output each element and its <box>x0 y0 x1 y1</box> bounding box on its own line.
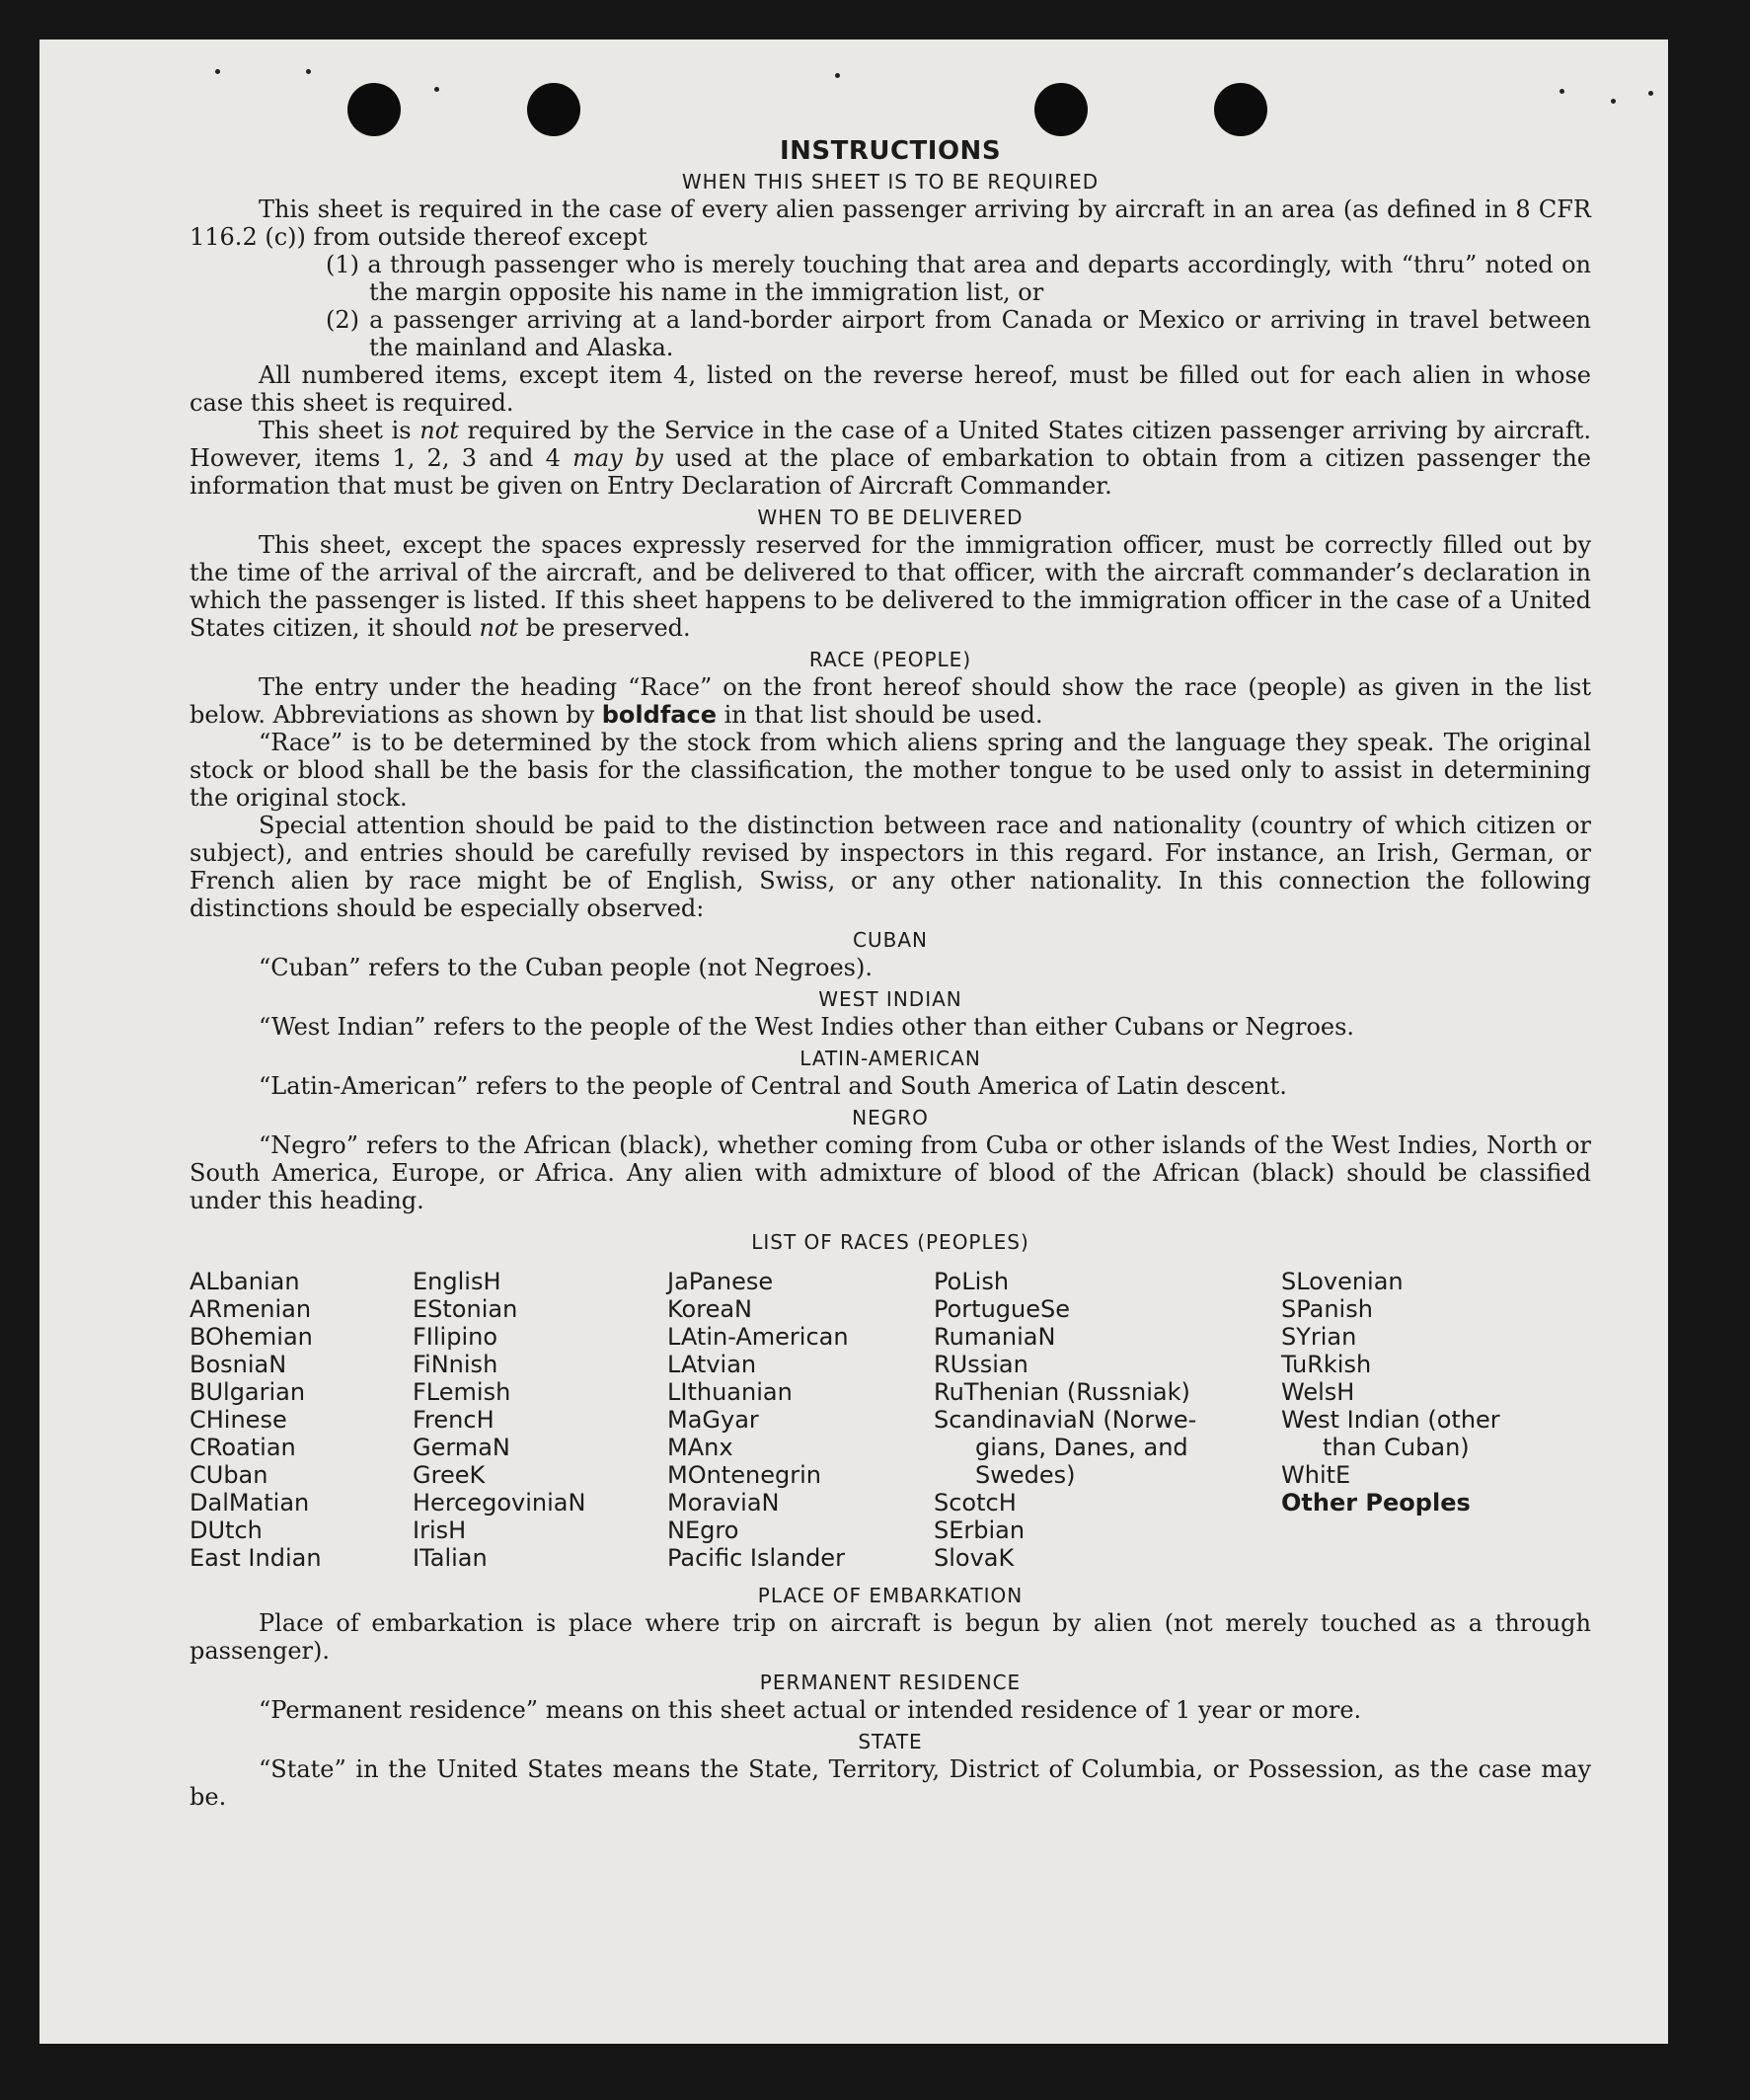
race-entry: SLovenian <box>1281 1268 1404 1295</box>
section-heading: WHEN THIS SHEET IS TO BE REQUIRED <box>681 170 1100 194</box>
race-entry: KoreaN <box>667 1295 752 1323</box>
race-entry-continued: than Cuban) <box>1323 1434 1470 1461</box>
race-entry: Other Peoples <box>1281 1489 1471 1517</box>
paragraph: Place of embarkation is place where trip on aircraft is begun by alien (not merely touched as a through passenger). <box>190 1609 1591 1665</box>
speck <box>1560 89 1564 94</box>
speck <box>434 87 439 92</box>
section-heading: LATIN-AMERICAN <box>799 1047 981 1070</box>
race-column <box>190 1268 413 1572</box>
list-item: (2) a passenger arriving at a land-border airport from Canada or Mexico or arriving in travel between the mainland and Alaska. <box>326 306 1591 361</box>
section-heading: PERMANENT RESIDENCE <box>759 1671 1022 1694</box>
race-entry: SPanish <box>1281 1295 1373 1323</box>
section-heading: CUBAN <box>853 928 928 952</box>
race-entry-continued: gians, Danes, and <box>975 1434 1188 1461</box>
race-entry: BosniaN <box>190 1351 287 1378</box>
text-run: The entry under the heading “Race” on the front hereof should show the race (people) as given in the list below. Abbreviations as shown by <box>190 673 1591 729</box>
race-list <box>190 1268 1591 1572</box>
race-entry: FLemish <box>413 1378 511 1406</box>
race-entry: MOntenegrin <box>667 1461 821 1489</box>
text-run: in that list should be used. <box>716 701 1043 729</box>
race-entry: BOhemian <box>190 1323 313 1351</box>
race-entry: SYrian <box>1281 1323 1357 1351</box>
punch-hole <box>1214 83 1267 136</box>
race-entry: DalMatian <box>190 1489 310 1517</box>
paragraph: “Cuban” refers to the Cuban people (not Negroes). <box>259 954 873 981</box>
emphasis: may by <box>572 444 663 472</box>
race-entry: GermaN <box>413 1434 510 1461</box>
race-entry: RUssian <box>934 1351 1028 1378</box>
section-heading: WHEN TO BE DELIVERED <box>757 506 1024 529</box>
race-entry: MAnx <box>667 1434 733 1461</box>
race-entry: East Indian <box>190 1544 322 1572</box>
race-entry: CUban <box>190 1461 268 1489</box>
paragraph: “Permanent residence” means on this sheet actual or intended residence of 1 year or more. <box>259 1696 1362 1724</box>
race-entry: PortugueSe <box>934 1295 1070 1323</box>
speck <box>215 69 220 74</box>
race-entry: BUlgarian <box>190 1378 306 1406</box>
race-entry: ITalian <box>413 1544 488 1572</box>
race-entry: FrencH <box>413 1406 495 1434</box>
race-entry: EStonian <box>413 1295 518 1323</box>
section-heading: NEGRO <box>852 1106 929 1129</box>
race-entry: RuThenian (Russniak) <box>934 1378 1190 1406</box>
paragraph: “State” in the United States means the State, Territory, District of Columbia, or Possession, as the case may be. <box>190 1755 1591 1811</box>
text-run: be preserved. <box>518 614 691 642</box>
race-entry: Pacific Islander <box>667 1544 845 1572</box>
race-entry: West Indian (other <box>1281 1406 1500 1434</box>
paragraph: “Negro” refers to the African (black), whether coming from Cuba or other islands of the West Indies, North or South America, Europe, or Africa. Any alien with admixture of blood of the African (black) should be classified under this heading. <box>190 1131 1591 1214</box>
punch-hole <box>1034 83 1088 136</box>
speck <box>1648 91 1653 96</box>
paragraph <box>190 531 1591 642</box>
race-entry: ScandinaviaN (Norwe- <box>934 1406 1197 1434</box>
paragraph: “Race” is to be determined by the stock from which aliens spring and the language they speak. The original stock or blood shall be the basis for the classification, the mother tongue to be used only to assist in determining the original stock. <box>190 729 1591 812</box>
race-entry: ARmenian <box>190 1295 312 1323</box>
paragraph <box>190 673 1591 729</box>
boldface-word: boldface <box>601 701 717 729</box>
race-entry: FIlipino <box>413 1323 498 1351</box>
race-entry: PoLish <box>934 1268 1010 1295</box>
speck <box>306 69 311 74</box>
emphasis: not <box>479 614 519 642</box>
race-entry: TuRkish <box>1281 1351 1372 1378</box>
section-heading: LIST OF RACES (PEOPLES) <box>751 1230 1029 1254</box>
emphasis: not <box>419 417 459 444</box>
paragraph: Special attention should be paid to the distinction between race and nationality (country of which citizen or subject), and entries should be carefully revised by inspectors in this regard. For instance, an Irish, German, or French alien by race might be of English, Swiss, or any other nationality. In this connection the following distinctions should be especially observed: <box>190 812 1591 922</box>
text-run: required by the Service in the case of a United States citizen passenger arriving by aircraft. However, items 1, 2, 3 and 4 <box>190 417 1591 472</box>
text-run: This sheet, except the spaces expressly reserved for the immigration officer, must be correctly filled out by the time of the arrival of the aircraft, and be delivered to that officer, with the aircraft commander’s declaration in which the passenger is listed. If this sheet happens to be delivered to the immigration officer in the case of a United States citizen, it should <box>190 531 1591 642</box>
paragraph: “West Indian” refers to the people of the West Indies other than either Cubans or Negroes. <box>259 1013 1355 1041</box>
race-entry: WhitE <box>1281 1461 1351 1489</box>
paragraph: This sheet is required in the case of every alien passenger arriving by aircraft in an area (as defined in 8 CFR 116.2 (c)) from outside thereof except <box>190 195 1591 251</box>
race-entry: EnglisH <box>413 1268 501 1295</box>
race-entry: GreeK <box>413 1461 486 1489</box>
page-title: INSTRUCTIONS <box>779 136 1002 166</box>
race-entry: SErbian <box>934 1517 1026 1544</box>
paragraph <box>190 417 1591 500</box>
section-heading: STATE <box>858 1730 923 1753</box>
race-column <box>413 1268 667 1572</box>
instructions-content <box>190 134 1591 1811</box>
race-entry: CHinese <box>190 1406 287 1434</box>
race-entry: SlovaK <box>934 1544 1015 1572</box>
list-item: (1) a through passenger who is merely touching that area and departs accordingly, with “thru” noted on the margin opposite his name in the immigration list, or <box>326 251 1591 306</box>
race-column <box>1281 1268 1577 1572</box>
section-heading: PLACE OF EMBARKATION <box>757 1584 1024 1607</box>
race-entry: MoraviaN <box>667 1489 780 1517</box>
speck <box>835 73 840 78</box>
race-entry: FiNnish <box>413 1351 498 1378</box>
race-entry: IrisH <box>413 1517 467 1544</box>
race-entry-continued: Swedes) <box>975 1461 1076 1489</box>
race-entry: WelsH <box>1281 1378 1355 1406</box>
race-entry: DUtch <box>190 1517 263 1544</box>
text-run: This sheet is <box>259 417 420 444</box>
document-sheet <box>39 39 1668 2044</box>
punch-hole <box>347 83 401 136</box>
race-entry: LAtin-American <box>667 1323 849 1351</box>
punch-hole <box>527 83 580 136</box>
section-heading: RACE (PEOPLE) <box>808 648 972 671</box>
race-entry: ScotcH <box>934 1489 1017 1517</box>
paragraph: All numbered items, except item 4, listed on the reverse hereof, must be filled out for each alien in whose case this sheet is required. <box>190 361 1591 417</box>
race-column <box>667 1268 934 1572</box>
race-entry: MaGyar <box>667 1406 759 1434</box>
speck <box>1611 99 1616 104</box>
race-entry: RumaniaN <box>934 1323 1056 1351</box>
race-entry: HercegoviniaN <box>413 1489 586 1517</box>
race-column <box>934 1268 1281 1572</box>
race-entry: LAtvian <box>667 1351 757 1378</box>
race-entry: ALbanian <box>190 1268 300 1295</box>
race-entry: CRoatian <box>190 1434 296 1461</box>
exception-list <box>190 251 1591 361</box>
section-heading: WEST INDIAN <box>818 987 962 1011</box>
race-entry: LIthuanian <box>667 1378 793 1406</box>
race-entry: JaPanese <box>667 1268 774 1295</box>
paragraph: “Latin-American” refers to the people of Central and South America of Latin descent. <box>259 1072 1287 1100</box>
race-entry: NEgro <box>667 1517 739 1544</box>
text-run: used at the place of embarkation to obtain from a citizen passenger the information that must be given on Entry Declaration of Aircraft Commander. <box>190 444 1591 500</box>
